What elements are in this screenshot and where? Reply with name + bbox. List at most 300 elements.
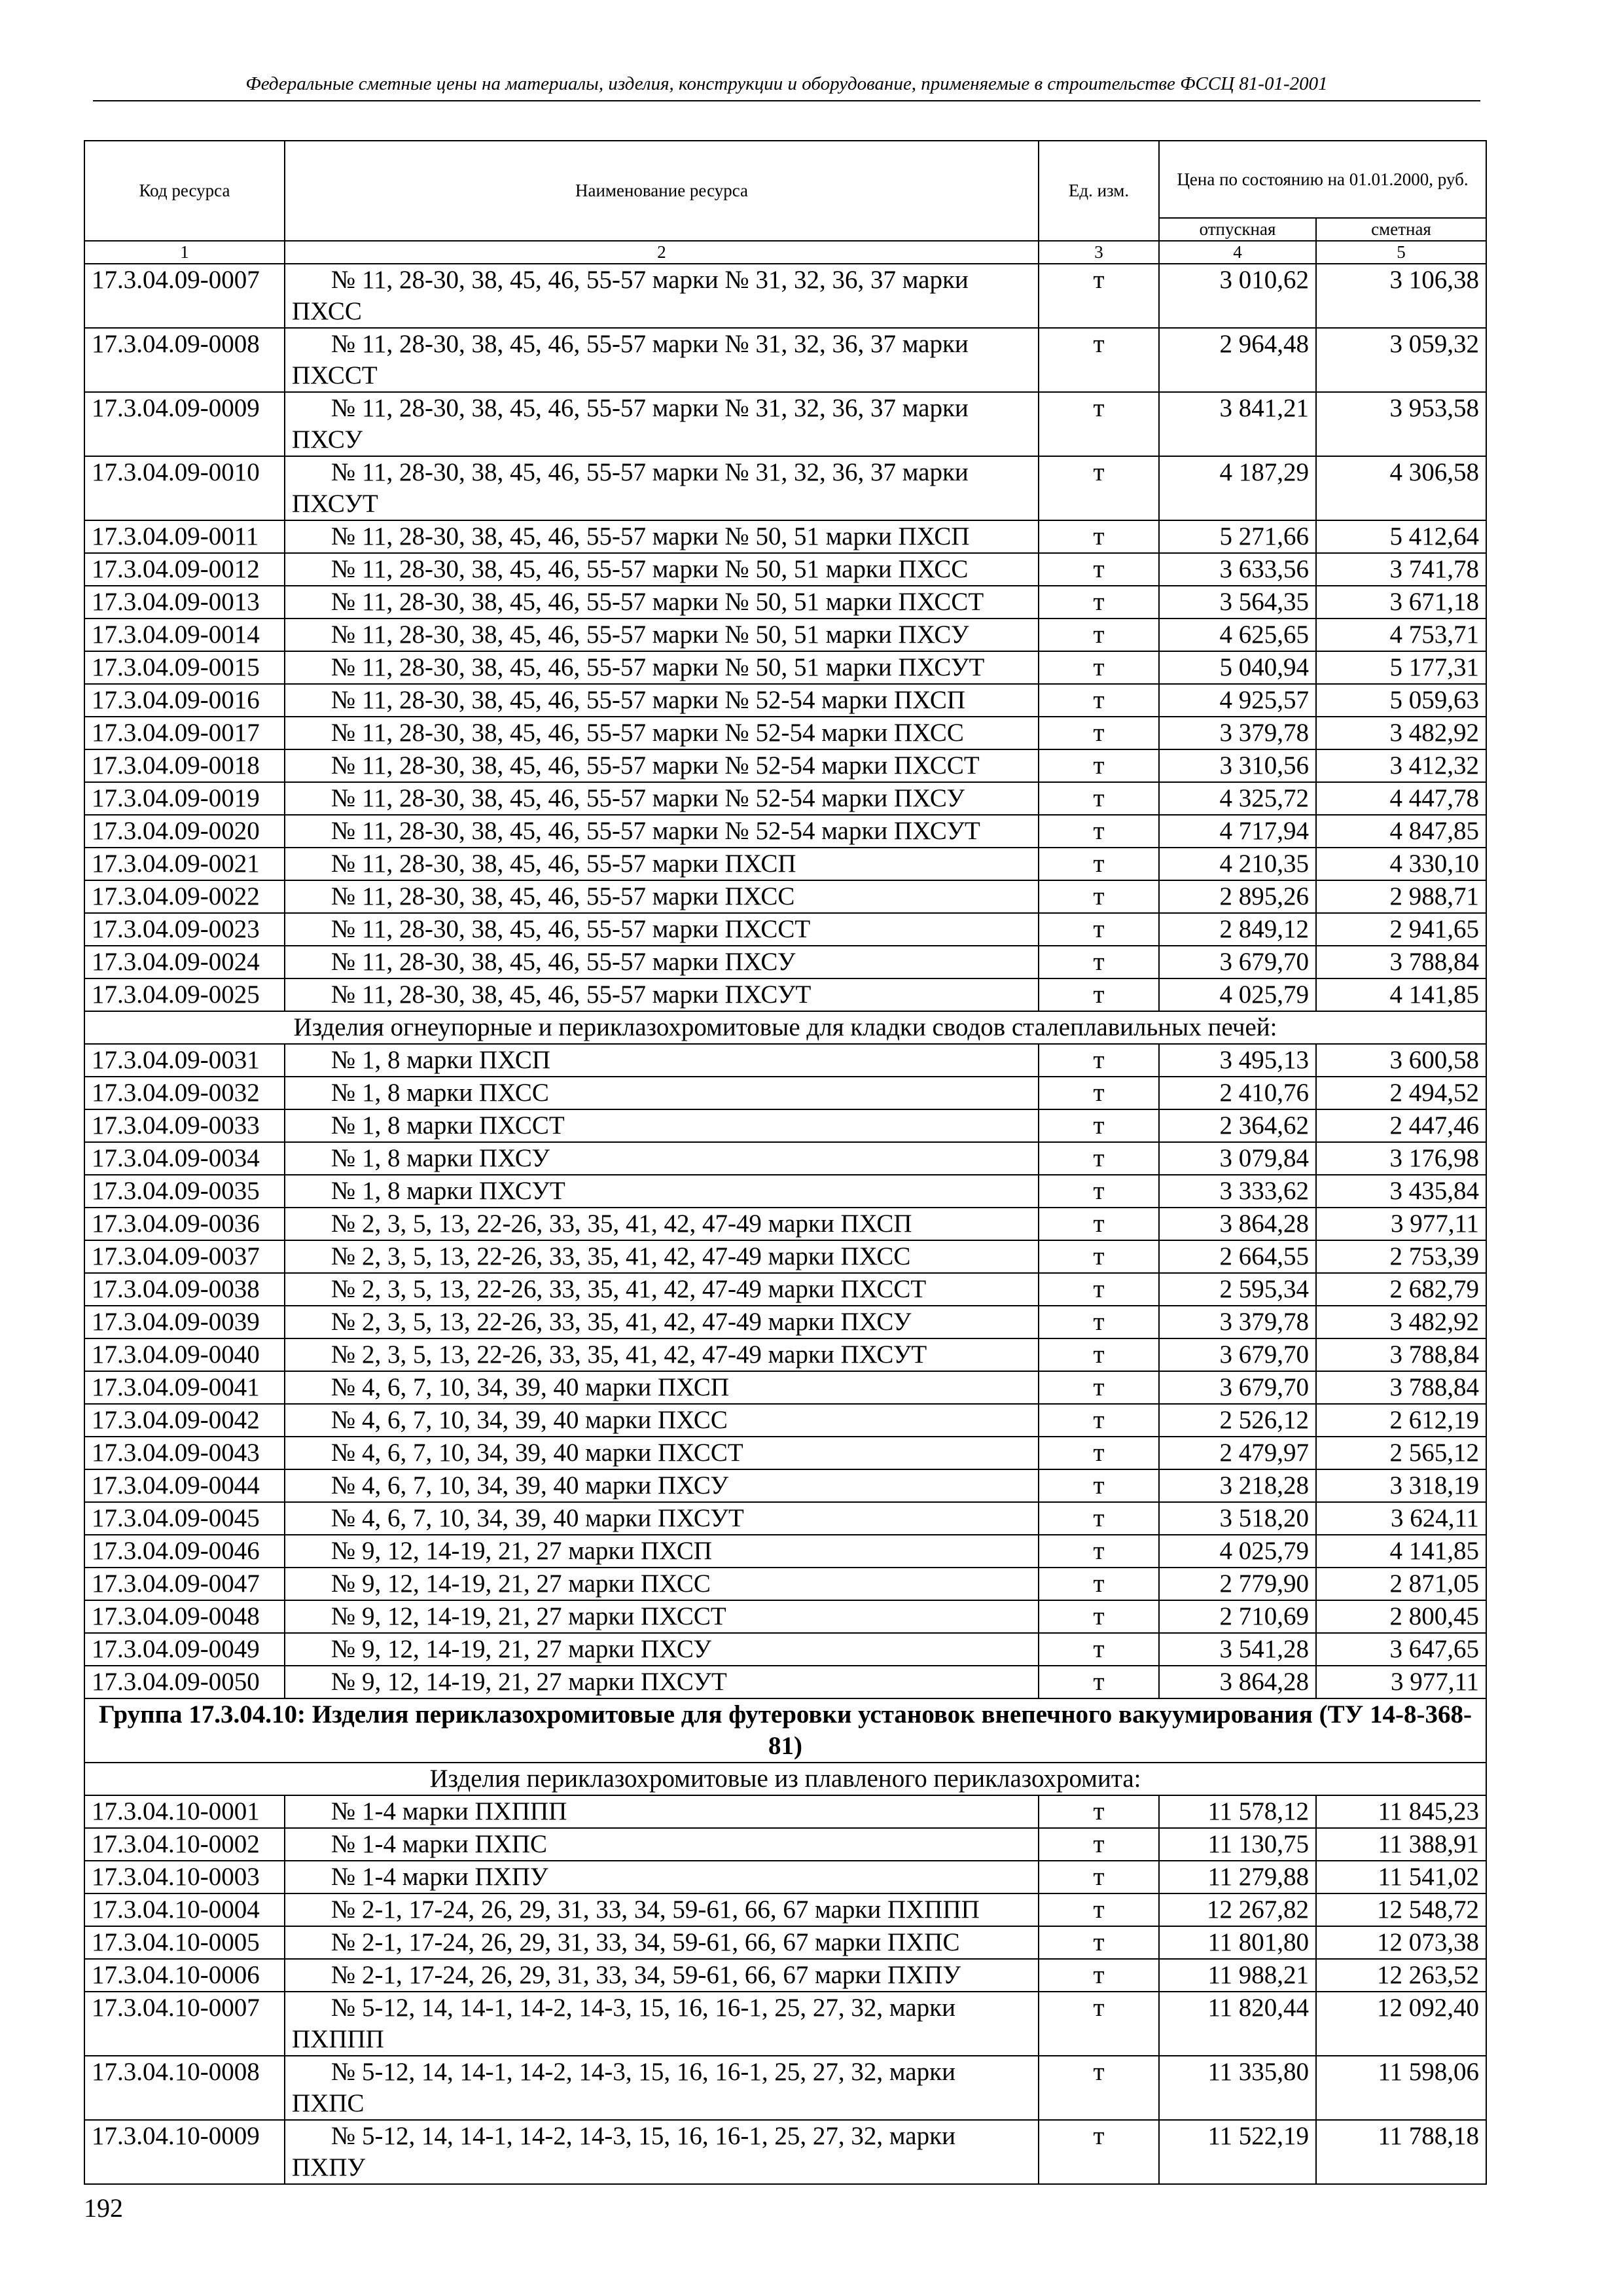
price-estimate: 4 141,85 [1316, 1535, 1486, 1568]
table-row [84, 978, 1486, 1011]
resource-name: № 2, 3, 5, 13, 22-26, 33, 35, 41, 42, 47-49 марки ПХСС [285, 1240, 1039, 1273]
price-estimate: 2 871,05 [1316, 1568, 1486, 1600]
resource-code: 17.3.04.09-0021 [84, 848, 285, 880]
resource-code: 17.3.04.09-0010 [84, 456, 285, 520]
price-release: 2 364,62 [1159, 1109, 1316, 1142]
section-subheader [84, 1011, 1486, 1044]
price-release: 2 779,90 [1159, 1568, 1316, 1600]
resource-code: 17.3.04.10-0005 [84, 1926, 285, 1959]
unit: т [1039, 717, 1159, 749]
table-row [84, 1502, 1486, 1535]
price-release: 4 025,79 [1159, 1535, 1316, 1568]
resource-name: № 2-1, 17-24, 26, 29, 31, 33, 34, 59-61, 66, 67 марки ПХППП [285, 1893, 1039, 1926]
resource-name: № 4, 6, 7, 10, 34, 39, 40 марки ПХСУ [285, 1469, 1039, 1502]
price-estimate: 11 845,23 [1316, 1795, 1486, 1828]
price-release: 3 679,70 [1159, 1371, 1316, 1404]
table-row [84, 1437, 1486, 1469]
resource-name: № 11, 28-30, 38, 45, 46, 55-57 марки № 50, 51 марки ПХСП [285, 520, 1039, 553]
resource-name: № 11, 28-30, 38, 45, 46, 55-57 марки № 52-54 марки ПХССТ [285, 749, 1039, 782]
price-release: 3 310,56 [1159, 749, 1316, 782]
table-row [84, 1306, 1486, 1338]
table-row [84, 1077, 1486, 1109]
resource-name: № 11, 28-30, 38, 45, 46, 55-57 марки № 52-54 марки ПХСС [285, 717, 1039, 749]
resource-code: 17.3.04.10-0002 [84, 1828, 285, 1861]
table-row [84, 1109, 1486, 1142]
table-row [84, 782, 1486, 815]
table-row [84, 586, 1486, 619]
table-row [84, 456, 1486, 520]
price-release: 4 025,79 [1159, 978, 1316, 1011]
resource-name: № 11, 28-30, 38, 45, 46, 55-57 марки № 50, 51 марки ПХСУ [285, 619, 1039, 651]
resource-code: 17.3.04.09-0047 [84, 1568, 285, 1600]
table-row [84, 848, 1486, 880]
resource-name: № 1, 8 марки ПХССТ [285, 1109, 1039, 1142]
resource-code: 17.3.04.09-0014 [84, 619, 285, 651]
table-row [84, 815, 1486, 848]
table-row [84, 619, 1486, 651]
resource-name: № 2, 3, 5, 13, 22-26, 33, 35, 41, 42, 47-49 марки ПХСУ [285, 1306, 1039, 1338]
unit: т [1039, 1600, 1159, 1633]
resource-name: № 9, 12, 14-19, 21, 27 марки ПХСУ [285, 1633, 1039, 1666]
unit: т [1039, 1273, 1159, 1306]
resource-code: 17.3.04.09-0015 [84, 651, 285, 684]
unit: т [1039, 456, 1159, 520]
unit: т [1039, 1666, 1159, 1698]
price-estimate: 11 788,18 [1316, 2120, 1486, 2184]
resource-code: 17.3.04.09-0042 [84, 1404, 285, 1437]
resource-name: № 5-12, 14, 14-1, 14-2, 14-3, 15, 16, 16-1, 25, 27, 32, марки ПХППП [285, 1992, 1039, 2056]
resource-name: № 11, 28-30, 38, 45, 46, 55-57 марки № 50, 51 марки ПХССТ [285, 586, 1039, 619]
price-estimate: 2 565,12 [1316, 1437, 1486, 1469]
price-release: 3 864,28 [1159, 1666, 1316, 1698]
price-release: 5 271,66 [1159, 520, 1316, 553]
price-estimate: 3 059,32 [1316, 328, 1486, 392]
price-estimate: 11 598,06 [1316, 2056, 1486, 2120]
header-price-release: отпускная [1159, 218, 1316, 241]
price-estimate: 3 977,11 [1316, 1208, 1486, 1240]
resource-code: 17.3.04.09-0011 [84, 520, 285, 553]
resource-code: 17.3.04.09-0020 [84, 815, 285, 848]
resource-name: № 11, 28-30, 38, 45, 46, 55-57 марки № 50, 51 марки ПХСУТ [285, 651, 1039, 684]
resource-code: 17.3.04.09-0023 [84, 913, 285, 946]
resource-name: № 11, 28-30, 38, 45, 46, 55-57 марки № 31, 32, 36, 37 марки ПХССТ [285, 328, 1039, 392]
resource-name: № 11, 28-30, 38, 45, 46, 55-57 марки № 52-54 марки ПХСУ [285, 782, 1039, 815]
subheader-text: Изделия периклазохромитовые из плавленого периклазохромита: [84, 1763, 1486, 1795]
price-release: 3 218,28 [1159, 1469, 1316, 1502]
table-row [84, 1828, 1486, 1861]
table-row [84, 1992, 1486, 2056]
price-table [84, 140, 1487, 2185]
price-estimate: 2 753,39 [1316, 1240, 1486, 1273]
resource-code: 17.3.04.09-0018 [84, 749, 285, 782]
unit: т [1039, 1240, 1159, 1273]
price-release: 12 267,82 [1159, 1893, 1316, 1926]
price-release: 2 664,55 [1159, 1240, 1316, 1273]
price-release: 2 895,26 [1159, 880, 1316, 913]
price-estimate: 3 788,84 [1316, 946, 1486, 978]
unit: т [1039, 815, 1159, 848]
resource-code: 17.3.04.09-0049 [84, 1633, 285, 1666]
unit: т [1039, 946, 1159, 978]
group-heading-text: Группа 17.3.04.10: Изделия периклазохромитовые для футеровки установок внепечного вакуумирования (ТУ 14-8-368-81) [84, 1698, 1486, 1763]
running-header: Федеральные сметные цены на материалы, изделия, конструкции и оборудование, применяемые в строительстве ФССЦ 81-01-2001 [93, 73, 1480, 101]
resource-name: № 11, 28-30, 38, 45, 46, 55-57 марки № 52-54 марки ПХСУТ [285, 815, 1039, 848]
col-number-5: 5 [1316, 241, 1486, 264]
price-estimate: 3 412,32 [1316, 749, 1486, 782]
unit: т [1039, 1437, 1159, 1469]
price-release: 3 679,70 [1159, 1338, 1316, 1371]
resource-name: № 2, 3, 5, 13, 22-26, 33, 35, 41, 42, 47-49 марки ПХСП [285, 1208, 1039, 1240]
resource-code: 17.3.04.09-0016 [84, 684, 285, 717]
price-release: 4 210,35 [1159, 848, 1316, 880]
resource-code: 17.3.04.10-0004 [84, 1893, 285, 1926]
unit: т [1039, 1502, 1159, 1535]
resource-code: 17.3.04.09-0033 [84, 1109, 285, 1142]
resource-name: № 2, 3, 5, 13, 22-26, 33, 35, 41, 42, 47-49 марки ПХССТ [285, 1273, 1039, 1306]
price-release: 11 578,12 [1159, 1795, 1316, 1828]
table-row [84, 1240, 1486, 1273]
table-row [84, 1568, 1486, 1600]
price-estimate: 3 106,38 [1316, 264, 1486, 328]
resource-name: № 2-1, 17-24, 26, 29, 31, 33, 34, 59-61, 66, 67 марки ПХПУ [285, 1959, 1039, 1992]
price-estimate: 4 306,58 [1316, 456, 1486, 520]
unit: т [1039, 1861, 1159, 1893]
unit: т [1039, 1568, 1159, 1600]
price-estimate: 3 482,92 [1316, 1306, 1486, 1338]
resource-name: № 1, 8 марки ПХСУ [285, 1142, 1039, 1175]
unit: т [1039, 749, 1159, 782]
resource-name: № 9, 12, 14-19, 21, 27 марки ПХСУТ [285, 1666, 1039, 1698]
table-row [84, 1273, 1486, 1306]
resource-code: 17.3.04.09-0025 [84, 978, 285, 1011]
price-estimate: 3 647,65 [1316, 1633, 1486, 1666]
col-number-3: 3 [1039, 241, 1159, 264]
unit: т [1039, 2056, 1159, 2120]
unit: т [1039, 1142, 1159, 1175]
resource-name: № 11, 28-30, 38, 45, 46, 55-57 марки ПХСС [285, 880, 1039, 913]
unit: т [1039, 1535, 1159, 1568]
price-release: 11 335,80 [1159, 2056, 1316, 2120]
resource-name: № 5-12, 14, 14-1, 14-2, 14-3, 15, 16, 16-1, 25, 27, 32, марки ПХПС [285, 2056, 1039, 2120]
price-release: 4 625,65 [1159, 619, 1316, 651]
resource-name: № 9, 12, 14-19, 21, 27 марки ПХСП [285, 1535, 1039, 1568]
resource-code: 17.3.04.09-0041 [84, 1371, 285, 1404]
price-estimate: 3 176,98 [1316, 1142, 1486, 1175]
resource-code: 17.3.04.09-0017 [84, 717, 285, 749]
table-row [84, 1469, 1486, 1502]
resource-name: № 11, 28-30, 38, 45, 46, 55-57 марки ПХСУ [285, 946, 1039, 978]
table-row [84, 880, 1486, 913]
price-estimate: 4 847,85 [1316, 815, 1486, 848]
resource-name: № 1, 8 марки ПХСП [285, 1044, 1039, 1077]
unit: т [1039, 2120, 1159, 2184]
resource-code: 17.3.04.09-0022 [84, 880, 285, 913]
resource-name: № 9, 12, 14-19, 21, 27 марки ПХССТ [285, 1600, 1039, 1633]
resource-code: 17.3.04.09-0008 [84, 328, 285, 392]
section-subheader [84, 1763, 1486, 1795]
table-row [84, 1371, 1486, 1404]
table-body [84, 264, 1486, 2184]
price-release: 3 333,62 [1159, 1175, 1316, 1208]
price-release: 2 964,48 [1159, 328, 1316, 392]
table-row [84, 1959, 1486, 1992]
resource-code: 17.3.04.09-0034 [84, 1142, 285, 1175]
unit: т [1039, 1338, 1159, 1371]
col-number-4: 4 [1159, 241, 1316, 264]
price-release: 11 279,88 [1159, 1861, 1316, 1893]
price-release: 3 679,70 [1159, 946, 1316, 978]
price-estimate: 4 330,10 [1316, 848, 1486, 880]
unit: т [1039, 1306, 1159, 1338]
unit: т [1039, 1371, 1159, 1404]
price-release: 5 040,94 [1159, 651, 1316, 684]
resource-name: № 11, 28-30, 38, 45, 46, 55-57 марки ПХСП [285, 848, 1039, 880]
unit: т [1039, 586, 1159, 619]
resource-code: 17.3.04.10-0003 [84, 1861, 285, 1893]
col-number-2: 2 [285, 241, 1039, 264]
unit: т [1039, 1828, 1159, 1861]
resource-code: 17.3.04.09-0050 [84, 1666, 285, 1698]
resource-code: 17.3.04.09-0044 [84, 1469, 285, 1502]
table-row [84, 913, 1486, 946]
table-row [84, 717, 1486, 749]
price-release: 11 130,75 [1159, 1828, 1316, 1861]
table-row [84, 328, 1486, 392]
resource-name: № 11, 28-30, 38, 45, 46, 55-57 марки № 31, 32, 36, 37 марки ПХСС [285, 264, 1039, 328]
price-release: 3 518,20 [1159, 1502, 1316, 1535]
price-release: 4 717,94 [1159, 815, 1316, 848]
price-estimate: 12 548,72 [1316, 1893, 1486, 1926]
unit: т [1039, 1926, 1159, 1959]
table-row [84, 1142, 1486, 1175]
table-row [84, 2120, 1486, 2184]
price-release: 11 820,44 [1159, 1992, 1316, 2056]
price-release: 4 187,29 [1159, 456, 1316, 520]
price-release: 11 522,19 [1159, 2120, 1316, 2184]
group-heading [84, 1698, 1486, 1763]
resource-name: № 4, 6, 7, 10, 34, 39, 40 марки ПХСС [285, 1404, 1039, 1437]
price-release: 11 801,80 [1159, 1926, 1316, 1959]
unit: т [1039, 880, 1159, 913]
table-row [84, 1600, 1486, 1633]
table-row [84, 1208, 1486, 1240]
table-row [84, 1175, 1486, 1208]
price-estimate: 5 177,31 [1316, 651, 1486, 684]
resource-name: № 4, 6, 7, 10, 34, 39, 40 марки ПХСП [285, 1371, 1039, 1404]
page-number: 192 [84, 2193, 123, 2223]
unit: т [1039, 684, 1159, 717]
resource-code: 17.3.04.10-0001 [84, 1795, 285, 1828]
price-estimate: 5 412,64 [1316, 520, 1486, 553]
price-estimate: 3 318,19 [1316, 1469, 1486, 1502]
table-row [84, 1893, 1486, 1926]
unit: т [1039, 1404, 1159, 1437]
resource-code: 17.3.04.09-0035 [84, 1175, 285, 1208]
resource-name: № 1-4 марки ПХППП [285, 1795, 1039, 1828]
price-release: 4 925,57 [1159, 684, 1316, 717]
resource-code: 17.3.04.09-0036 [84, 1208, 285, 1240]
resource-code: 17.3.04.09-0019 [84, 782, 285, 815]
resource-code: 17.3.04.09-0032 [84, 1077, 285, 1109]
price-estimate: 12 073,38 [1316, 1926, 1486, 1959]
resource-name: № 1, 8 марки ПХСС [285, 1077, 1039, 1109]
unit: т [1039, 1208, 1159, 1240]
unit: т [1039, 553, 1159, 586]
resource-code: 17.3.04.09-0045 [84, 1502, 285, 1535]
price-estimate: 4 447,78 [1316, 782, 1486, 815]
table-row [84, 1666, 1486, 1698]
resource-code: 17.3.04.09-0013 [84, 586, 285, 619]
unit: т [1039, 782, 1159, 815]
price-estimate: 11 388,91 [1316, 1828, 1486, 1861]
price-estimate: 2 682,79 [1316, 1273, 1486, 1306]
price-release: 11 988,21 [1159, 1959, 1316, 1992]
resource-name: № 11, 28-30, 38, 45, 46, 55-57 марки № 52-54 марки ПХСП [285, 684, 1039, 717]
resource-code: 17.3.04.09-0012 [84, 553, 285, 586]
table-row [84, 1535, 1486, 1568]
price-release: 3 379,78 [1159, 717, 1316, 749]
price-estimate: 3 788,84 [1316, 1371, 1486, 1404]
resource-code: 17.3.04.10-0009 [84, 2120, 285, 2184]
unit: т [1039, 978, 1159, 1011]
unit: т [1039, 1992, 1159, 2056]
price-release: 3 541,28 [1159, 1633, 1316, 1666]
unit: т [1039, 1044, 1159, 1077]
header-price: Цена по состоянию на 01.01.2000, руб. [1159, 141, 1486, 218]
unit: т [1039, 1469, 1159, 1502]
resource-name: № 4, 6, 7, 10, 34, 39, 40 марки ПХССТ [285, 1437, 1039, 1469]
header-price-estimate: сметная [1316, 218, 1486, 241]
price-release: 3 079,84 [1159, 1142, 1316, 1175]
price-release: 2 479,97 [1159, 1437, 1316, 1469]
price-release: 3 864,28 [1159, 1208, 1316, 1240]
table-header [84, 141, 1486, 264]
price-estimate: 3 977,11 [1316, 1666, 1486, 1698]
unit: т [1039, 392, 1159, 456]
price-estimate: 2 494,52 [1316, 1077, 1486, 1109]
unit: т [1039, 1893, 1159, 1926]
price-release: 3 495,13 [1159, 1044, 1316, 1077]
price-release: 3 010,62 [1159, 264, 1316, 328]
resource-code: 17.3.04.09-0009 [84, 392, 285, 456]
table-row [84, 1338, 1486, 1371]
price-estimate: 3 482,92 [1316, 717, 1486, 749]
price-estimate: 3 435,84 [1316, 1175, 1486, 1208]
resource-name: № 11, 28-30, 38, 45, 46, 55-57 марки ПХСУТ [285, 978, 1039, 1011]
unit: т [1039, 1109, 1159, 1142]
price-release: 2 526,12 [1159, 1404, 1316, 1437]
resource-code: 17.3.04.09-0048 [84, 1600, 285, 1633]
unit: т [1039, 328, 1159, 392]
resource-code: 17.3.04.09-0040 [84, 1338, 285, 1371]
resource-name: № 1-4 марки ПХПУ [285, 1861, 1039, 1893]
resource-name: № 11, 28-30, 38, 45, 46, 55-57 марки № 50, 51 марки ПХСС [285, 553, 1039, 586]
resource-code: 17.3.04.09-0046 [84, 1535, 285, 1568]
table-row [84, 1795, 1486, 1828]
price-estimate: 11 541,02 [1316, 1861, 1486, 1893]
resource-code: 17.3.04.10-0007 [84, 1992, 285, 2056]
price-release: 3 379,78 [1159, 1306, 1316, 1338]
price-estimate: 3 624,11 [1316, 1502, 1486, 1535]
resource-name: № 2-1, 17-24, 26, 29, 31, 33, 34, 59-61, 66, 67 марки ПХПС [285, 1926, 1039, 1959]
unit: т [1039, 651, 1159, 684]
resource-name: № 2, 3, 5, 13, 22-26, 33, 35, 41, 42, 47-49 марки ПХСУТ [285, 1338, 1039, 1371]
resource-name: № 4, 6, 7, 10, 34, 39, 40 марки ПХСУТ [285, 1502, 1039, 1535]
header-name: Наименование ресурса [285, 141, 1039, 241]
price-estimate: 4 141,85 [1316, 978, 1486, 1011]
table-row [84, 1926, 1486, 1959]
resource-code: 17.3.04.10-0006 [84, 1959, 285, 1992]
table-row [84, 2056, 1486, 2120]
table-row [84, 1861, 1486, 1893]
resource-code: 17.3.04.09-0043 [84, 1437, 285, 1469]
table-row [84, 553, 1486, 586]
subheader-text: Изделия огнеупорные и периклазохромитовые для кладки сводов сталеплавильных печей: [84, 1011, 1486, 1044]
resource-code: 17.3.04.09-0037 [84, 1240, 285, 1273]
price-estimate: 3 600,58 [1316, 1044, 1486, 1077]
price-release: 2 410,76 [1159, 1077, 1316, 1109]
unit: т [1039, 848, 1159, 880]
price-estimate: 5 059,63 [1316, 684, 1486, 717]
resource-code: 17.3.04.09-0007 [84, 264, 285, 328]
price-estimate: 2 447,46 [1316, 1109, 1486, 1142]
price-estimate: 3 953,58 [1316, 392, 1486, 456]
header-unit: Ед. изм. [1039, 141, 1159, 241]
price-estimate: 2 941,65 [1316, 913, 1486, 946]
resource-name: № 11, 28-30, 38, 45, 46, 55-57 марки № 31, 32, 36, 37 марки ПХСУТ [285, 456, 1039, 520]
table-row [84, 651, 1486, 684]
price-estimate: 12 092,40 [1316, 1992, 1486, 2056]
resource-code: 17.3.04.09-0039 [84, 1306, 285, 1338]
table-row [84, 684, 1486, 717]
table-row [84, 1404, 1486, 1437]
resource-code: 17.3.04.09-0031 [84, 1044, 285, 1077]
resource-name: № 5-12, 14, 14-1, 14-2, 14-3, 15, 16, 16-1, 25, 27, 32, марки ПХПУ [285, 2120, 1039, 2184]
table-row [84, 264, 1486, 328]
resource-name: № 11, 28-30, 38, 45, 46, 55-57 марки ПХССТ [285, 913, 1039, 946]
price-release: 2 710,69 [1159, 1600, 1316, 1633]
unit: т [1039, 1633, 1159, 1666]
table-row [84, 946, 1486, 978]
table-row [84, 392, 1486, 456]
unit: т [1039, 1795, 1159, 1828]
price-release: 4 325,72 [1159, 782, 1316, 815]
price-estimate: 2 988,71 [1316, 880, 1486, 913]
price-estimate: 12 263,52 [1316, 1959, 1486, 1992]
price-release: 3 841,21 [1159, 392, 1316, 456]
price-estimate: 3 788,84 [1316, 1338, 1486, 1371]
price-estimate: 4 753,71 [1316, 619, 1486, 651]
header-code: Код ресурса [84, 141, 285, 241]
price-release: 2 849,12 [1159, 913, 1316, 946]
resource-name: № 1-4 марки ПХПС [285, 1828, 1039, 1861]
price-release: 2 595,34 [1159, 1273, 1316, 1306]
price-estimate: 2 800,45 [1316, 1600, 1486, 1633]
table-row [84, 1633, 1486, 1666]
unit: т [1039, 1175, 1159, 1208]
unit: т [1039, 913, 1159, 946]
price-estimate: 3 671,18 [1316, 586, 1486, 619]
resource-name: № 1, 8 марки ПХСУТ [285, 1175, 1039, 1208]
price-estimate: 2 612,19 [1316, 1404, 1486, 1437]
table-row [84, 520, 1486, 553]
unit: т [1039, 520, 1159, 553]
price-release: 3 633,56 [1159, 553, 1316, 586]
resource-name: № 9, 12, 14-19, 21, 27 марки ПХСС [285, 1568, 1039, 1600]
unit: т [1039, 1077, 1159, 1109]
unit: т [1039, 619, 1159, 651]
resource-code: 17.3.04.09-0038 [84, 1273, 285, 1306]
